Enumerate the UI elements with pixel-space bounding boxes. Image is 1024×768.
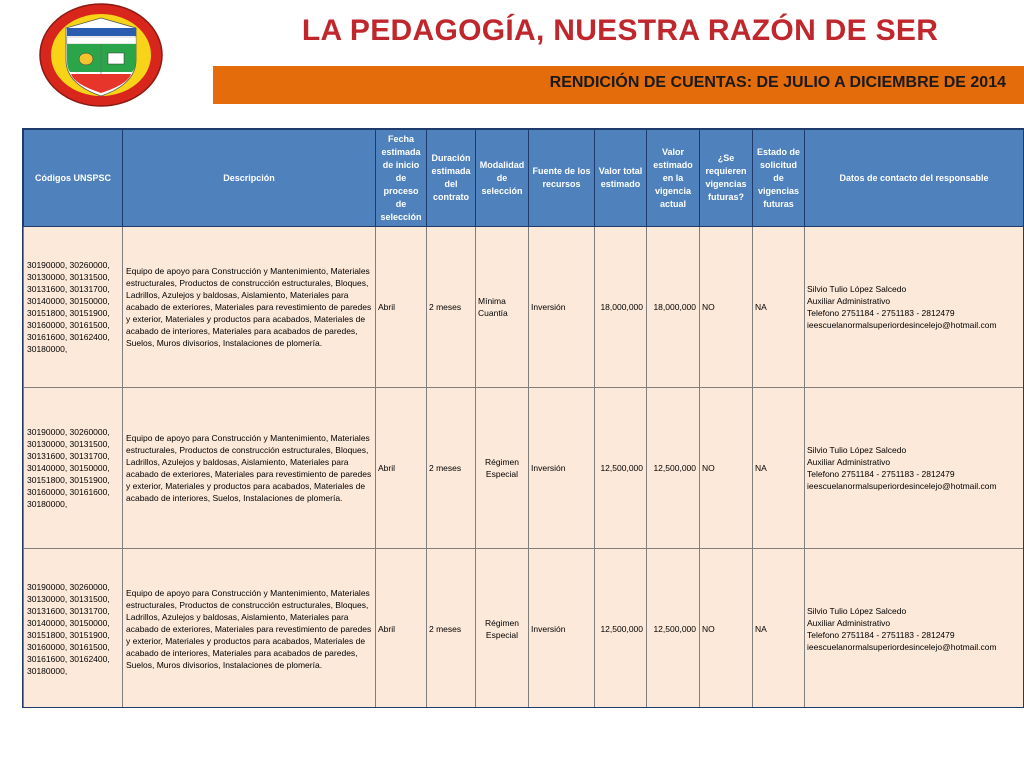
cell-modality: Régimen Especial [476,549,529,709]
contact-phone: Telefono 2751184 - 2751183 - 2812479 [807,630,955,640]
cell-future-required: NO [700,549,753,709]
cell-duration: 2 meses [427,388,476,549]
table-row [24,388,1024,549]
cell-contact [805,388,1024,549]
cell-future-status: NA [753,227,805,388]
page-title: LA PEDAGOGÍA, NUESTRA RAZÓN DE SER [301,14,939,47]
cell-description: Equipo de apoyo para Construcción y Mantenimiento, Materiales estructurales, Productos de construcción estructurales, Bloques, Ladrillos, Azulejos y baldosas, Aislamiento, Materiales para acabado de exteriores, Materiales para revestimiento de paredes y exterior, Materiales y productos para acabados, Materiales de acabado de interiores, Materiales para acabados de paredes, Suelos, Muros divisorios, Instalaciones de plomería. [123,549,376,709]
col-header-current-value: Valor estimado en la vigencia actual [647,130,700,227]
cell-source: Inversión [529,549,595,709]
contact-role: Auxiliar Administrativo [807,296,891,306]
cell-codes: 30190000, 30260000, 30130000, 30131500, 30131600, 30131700, 30140000, 30150000, 30151800, 30151900, 30160000, 30161500, 30161600, 30162400, 30180000, [24,549,123,709]
cell-duration: 2 meses [427,227,476,388]
contact-phone: Telefono 2751184 - 2751183 - 2812479 [807,308,955,318]
procurement-table-container [22,128,1024,708]
contact-role: Auxiliar Administrativo [807,618,891,628]
cell-current-value: 12,500,000 [647,549,700,709]
contact-email: ieescuelanormalsuperiordesincelejo@hotmail.com [807,481,997,491]
contact-phone: Telefono 2751184 - 2751183 - 2812479 [807,469,955,479]
cell-future-status: NA [753,388,805,549]
subtitle-banner [213,66,1024,104]
cell-description: Equipo de apoyo para Construcción y Mantenimiento, Materiales estructurales, Productos de construcción estructurales, Bloques, Ladrillos, Azulejos y baldosas, Aislamiento, Materiales para acabado de exteriores, Materiales para revestimiento de paredes y exterior, Materiales y productos para acabados, Materiales de acabado de interiores, Materiales para acabados de paredes, Suelos, Muros divisorios, Instalaciones de plomería. [123,227,376,388]
cell-contact [805,549,1024,709]
col-header-contact: Datos de contacto del responsable [805,130,1024,227]
cell-description: Equipo de apoyo para Construcción y Mantenimiento, Materiales estructurales, Productos de construcción estructurales, Bloques, Ladrillos, Azulejos y baldosas, Aislamiento, Materiales para acabado de exteriores, Materiales para revestimiento de paredes y exterior, Materiales y productos para acabados, Materiales de acabado de interiores, Suelos, Instalaciones de plomería. [123,388,376,549]
contact-name: Silvio Tulio López Salcedo [807,606,907,616]
col-header-future-required: ¿Se requieren vigencias futuras? [700,130,753,227]
cell-source: Inversión [529,227,595,388]
table-row [24,549,1024,709]
contact-name: Silvio Tulio López Salcedo [807,284,907,294]
cell-duration: 2 meses [427,549,476,709]
table-header-row [24,130,1024,227]
cell-contact [805,227,1024,388]
cell-future-status: NA [753,549,805,709]
col-header-duration: Duración estimada del contrato [427,130,476,227]
school-seal-logo [38,2,164,108]
cell-future-required: NO [700,227,753,388]
cell-current-value: 18,000,000 [647,227,700,388]
col-header-total-value: Valor total estimado [595,130,647,227]
col-header-source: Fuente de los recursos [529,130,595,227]
col-header-modality: Modalidad de selección [476,130,529,227]
cell-start-date: Abril [376,549,427,709]
col-header-start-date: Fecha estimada de inicio de proceso de selección [376,130,427,227]
cell-total-value: 18,000,000 [595,227,647,388]
table-row [24,227,1024,388]
cell-codes: 30190000, 30260000, 30130000, 30131500, 30131600, 30131700, 30140000, 30150000, 30151800, 30151900, 30160000, 30161600, 30180000, [24,388,123,549]
subtitle-text: RENDICIÓN DE CUENTAS: DE JULIO A DICIEMBRE DE 2014 [549,74,1006,91]
cell-current-value: 12,500,000 [647,388,700,549]
col-header-description: Descripción [123,130,376,227]
cell-source: Inversión [529,388,595,549]
col-header-codes: Códigos UNSPSC [24,130,123,227]
contact-email: ieescuelanormalsuperiordesincelejo@hotmail.com [807,642,997,652]
cell-total-value: 12,500,000 [595,388,647,549]
cell-start-date: Abril [376,388,427,549]
contact-role: Auxiliar Administrativo [807,457,891,467]
col-header-future-status: Estado de solicitud de vigencias futuras [753,130,805,227]
cell-start-date: Abril [376,227,427,388]
procurement-table [23,129,1024,708]
cell-modality: Régimen Especial [476,388,529,549]
cell-future-required: NO [700,388,753,549]
cell-modality: Mínima Cuantía [476,227,529,388]
cell-total-value: 12,500,000 [595,549,647,709]
contact-name: Silvio Tulio López Salcedo [807,445,907,455]
contact-email: ieescuelanormalsuperiordesincelejo@hotmail.com [807,320,997,330]
cell-codes: 30190000, 30260000, 30130000, 30131500, 30131600, 30131700, 30140000, 30150000, 30151800, 30151900, 30160000, 30161500, 30161600, 30162400, 30180000, [24,227,123,388]
